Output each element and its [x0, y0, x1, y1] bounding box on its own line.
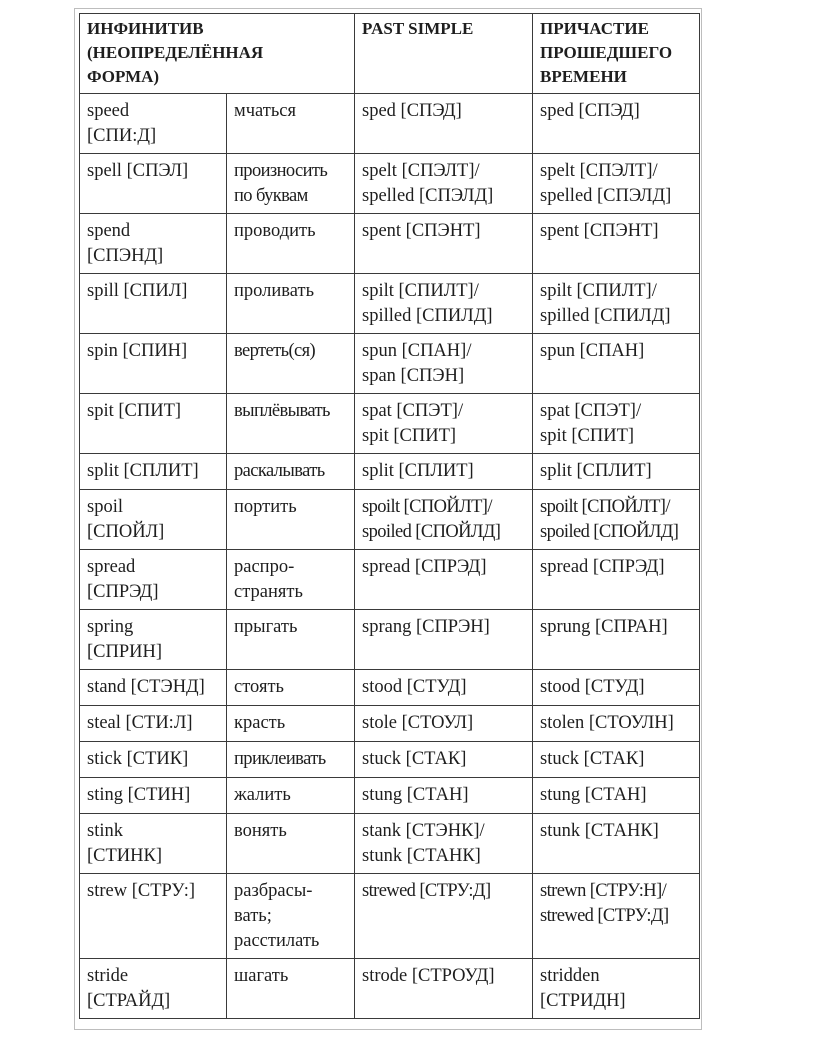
cell-past-simple: sped [СПЭД]	[355, 94, 533, 154]
cell-translation: раскалывать	[227, 454, 355, 490]
cell-translation: разбрасы- вать; расстилать	[227, 874, 355, 959]
table-row	[80, 814, 700, 874]
cell-infinitive: spoil [СПОЙЛ]	[80, 490, 227, 550]
cell-past-participle: stood [СТУД]	[533, 670, 700, 706]
table-row	[80, 394, 700, 454]
table-row	[80, 706, 700, 742]
cell-translation: прыгать	[227, 610, 355, 670]
cell-past-participle: spoilt [СПОЙЛТ]/ spoiled [СПОЙЛД]	[533, 490, 700, 550]
cell-past-simple: stung [СТАН]	[355, 778, 533, 814]
cell-past-simple: spent [СПЭНТ]	[355, 214, 533, 274]
table-row	[80, 214, 700, 274]
cell-past-participle: stridden [СТРИДН]	[533, 959, 700, 1019]
cell-past-simple: spat [СПЭТ]/ spit [СПИТ]	[355, 394, 533, 454]
cell-infinitive: spell [СПЭЛ]	[80, 154, 227, 214]
cell-infinitive: steal [СТИ:Л]	[80, 706, 227, 742]
cell-past-participle: split [СПЛИТ]	[533, 454, 700, 490]
cell-past-simple: stuck [СТАК]	[355, 742, 533, 778]
cell-past-participle: spelt [СПЭЛТ]/ spelled [СПЭЛД]	[533, 154, 700, 214]
cell-translation: шагать	[227, 959, 355, 1019]
cell-infinitive: stand [СТЭНД]	[80, 670, 227, 706]
cell-infinitive: stride [СТРАЙД]	[80, 959, 227, 1019]
table-row	[80, 959, 700, 1019]
cell-past-simple: stole [СТОУЛ]	[355, 706, 533, 742]
cell-past-simple: strewed [СТРУ:Д]	[355, 874, 533, 959]
cell-past-participle: stunk [СТАНК]	[533, 814, 700, 874]
table-row	[80, 874, 700, 959]
table-row	[80, 274, 700, 334]
cell-past-simple: sprang [СПРЭН]	[355, 610, 533, 670]
cell-infinitive: spring [СПРИН]	[80, 610, 227, 670]
table-row	[80, 334, 700, 394]
cell-infinitive: sting [СТИН]	[80, 778, 227, 814]
table-row	[80, 490, 700, 550]
table-row	[80, 550, 700, 610]
table-row	[80, 454, 700, 490]
header-infinitive: ИНФИНИТИВ (НЕОПРЕДЕЛЁННАЯ ФОРМА)	[80, 14, 355, 94]
cell-infinitive: spit [СПИТ]	[80, 394, 227, 454]
cell-translation: стоять	[227, 670, 355, 706]
cell-past-participle: strewn [СТРУ:Н]/ strewed [СТРУ:Д]	[533, 874, 700, 959]
cell-infinitive: stick [СТИК]	[80, 742, 227, 778]
cell-translation: жалить	[227, 778, 355, 814]
cell-past-participle: spat [СПЭТ]/ spit [СПИТ]	[533, 394, 700, 454]
header-participle: ПРИЧАСТИЕ ПРОШЕДШЕГО ВРЕМЕНИ	[533, 14, 700, 94]
cell-infinitive: strew [СТРУ:]	[80, 874, 227, 959]
cell-past-simple: stood [СТУД]	[355, 670, 533, 706]
cell-past-simple: strode [СТРОУД]	[355, 959, 533, 1019]
cell-infinitive: stink [СТИНК]	[80, 814, 227, 874]
cell-translation: проливать	[227, 274, 355, 334]
cell-translation: красть	[227, 706, 355, 742]
cell-past-participle: spun [СПАН]	[533, 334, 700, 394]
cell-translation: мчаться	[227, 94, 355, 154]
cell-past-participle: stung [СТАН]	[533, 778, 700, 814]
cell-infinitive: spend [СПЭНД]	[80, 214, 227, 274]
cell-translation: произносить по буквам	[227, 154, 355, 214]
cell-past-simple: spelt [СПЭЛТ]/ spelled [СПЭЛД]	[355, 154, 533, 214]
cell-infinitive: spill [СПИЛ]	[80, 274, 227, 334]
table-row	[80, 94, 700, 154]
cell-translation: выплёвывать	[227, 394, 355, 454]
cell-past-participle: sped [СПЭД]	[533, 94, 700, 154]
cell-translation: вертеть(ся)	[227, 334, 355, 394]
cell-past-simple: split [СПЛИТ]	[355, 454, 533, 490]
cell-past-participle: spent [СПЭНТ]	[533, 214, 700, 274]
cell-past-participle: stuck [СТАК]	[533, 742, 700, 778]
cell-infinitive: spread [СПРЭД]	[80, 550, 227, 610]
cell-past-simple: spoilt [СПОЙЛТ]/ spoiled [СПОЙЛД]	[355, 490, 533, 550]
irregular-verbs-table	[79, 13, 700, 1019]
header-row	[80, 14, 700, 94]
cell-past-participle: spread [СПРЭД]	[533, 550, 700, 610]
cell-translation: проводить	[227, 214, 355, 274]
cell-infinitive: split [СПЛИТ]	[80, 454, 227, 490]
table-row	[80, 742, 700, 778]
table-row	[80, 670, 700, 706]
table-row	[80, 154, 700, 214]
cell-translation: вонять	[227, 814, 355, 874]
cell-past-participle: spilt [СПИЛТ]/ spilled [СПИЛД]	[533, 274, 700, 334]
cell-past-participle: sprung [СПРАН]	[533, 610, 700, 670]
cell-infinitive: spin [СПИН]	[80, 334, 227, 394]
cell-past-simple: spun [СПАН]/ span [СПЭН]	[355, 334, 533, 394]
header-past-simple: PAST SIMPLE	[355, 14, 533, 94]
cell-translation: портить	[227, 490, 355, 550]
table-row	[80, 610, 700, 670]
cell-past-simple: spilt [СПИЛТ]/ spilled [СПИЛД]	[355, 274, 533, 334]
table-row	[80, 778, 700, 814]
cell-translation: распро- странять	[227, 550, 355, 610]
cell-past-simple: stank [СТЭНК]/ stunk [СТАНК]	[355, 814, 533, 874]
cell-infinitive: speed [СПИ:Д]	[80, 94, 227, 154]
cell-past-participle: stolen [СТОУЛН]	[533, 706, 700, 742]
cell-translation: приклеивать	[227, 742, 355, 778]
cell-past-simple: spread [СПРЭД]	[355, 550, 533, 610]
